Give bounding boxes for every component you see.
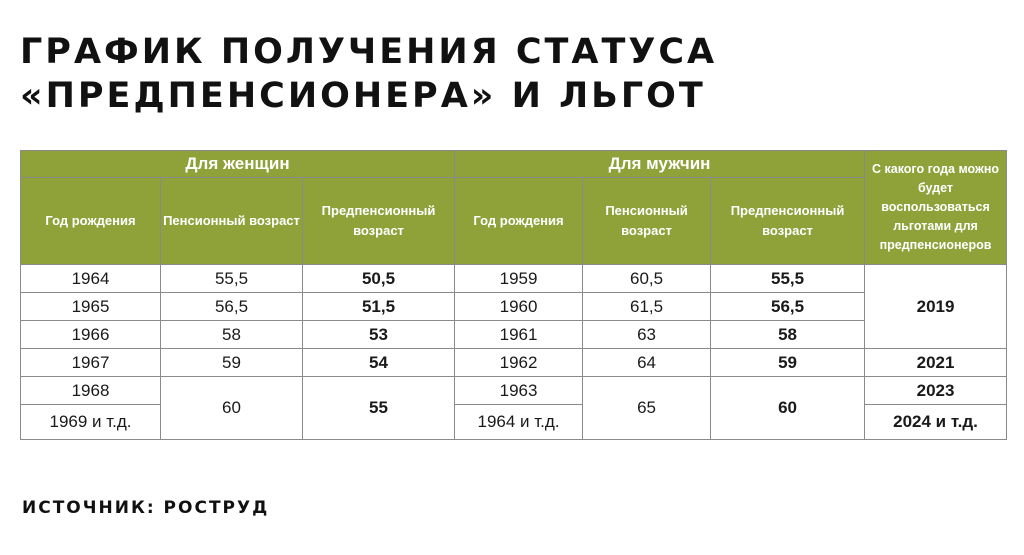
men-pension-age: 63 [583, 321, 711, 349]
women-pension-age: 58 [161, 321, 303, 349]
women-prepension-age: 54 [303, 349, 455, 377]
men-prepension-age-header: Предпенсионный возраст [711, 178, 865, 265]
women-pension-age: 59 [161, 349, 303, 377]
source-caption: ИСТОЧНИК: РОСТРУД [22, 498, 270, 518]
women-prepension-age: 50,5 [303, 265, 455, 293]
group-header-row [21, 151, 1007, 178]
women-pension-age: 60 [161, 377, 303, 440]
women-prepension-age: 55 [303, 377, 455, 440]
men-birth-year: 1964 и т.д. [455, 405, 583, 440]
women-pension-age-header: Пенсионный возраст [161, 178, 303, 265]
table-row [21, 377, 1007, 405]
men-birth-year-header: Год рождения [455, 178, 583, 265]
pension-schedule-table [20, 150, 1007, 440]
men-pension-age: 60,5 [583, 265, 711, 293]
men-birth-year: 1961 [455, 321, 583, 349]
women-pension-age: 56,5 [161, 293, 303, 321]
table-row [21, 321, 1007, 349]
men-birth-year: 1959 [455, 265, 583, 293]
men-header: Для мужчин [455, 151, 865, 178]
women-birth-year: 1968 [21, 377, 161, 405]
table-row [21, 265, 1007, 293]
benefits-since-year: 2021 [865, 349, 1007, 377]
men-birth-year: 1960 [455, 293, 583, 321]
page-title [20, 30, 717, 118]
men-prepension-age: 56,5 [711, 293, 865, 321]
women-birth-year: 1967 [21, 349, 161, 377]
men-birth-year: 1963 [455, 377, 583, 405]
men-prepension-age: 59 [711, 349, 865, 377]
women-birth-year: 1965 [21, 293, 161, 321]
benefits-since-year: 2024 и т.д. [865, 405, 1007, 440]
column-header-row [21, 178, 1007, 265]
men-pension-age-header: Пенсионный возраст [583, 178, 711, 265]
men-pension-age: 65 [583, 377, 711, 440]
men-pension-age: 64 [583, 349, 711, 377]
title-line-1: ГРАФИК ПОЛУЧЕНИЯ СТАТУСА [20, 32, 718, 72]
women-prepension-age-header: Предпенсионный возраст [303, 178, 455, 265]
women-birth-year: 1964 [21, 265, 161, 293]
benefits-since-header: С какого года можно будет воспользоваться льготами для предпенсионеров [865, 151, 1007, 265]
women-pension-age: 55,5 [161, 265, 303, 293]
women-birth-year: 1966 [21, 321, 161, 349]
women-birth-year-header: Год рождения [21, 178, 161, 265]
benefits-since-year: 2019 [865, 265, 1007, 349]
men-prepension-age: 58 [711, 321, 865, 349]
men-birth-year: 1962 [455, 349, 583, 377]
women-prepension-age: 53 [303, 321, 455, 349]
women-header: Для женщин [21, 151, 455, 178]
women-birth-year: 1969 и т.д. [21, 405, 161, 440]
table-row [21, 293, 1007, 321]
table-row [21, 349, 1007, 377]
men-prepension-age: 60 [711, 377, 865, 440]
title-line-2: «ПРЕДПЕНСИОНЕРА» И ЛЬГОТ [20, 76, 706, 116]
men-prepension-age: 55,5 [711, 265, 865, 293]
men-pension-age: 61,5 [583, 293, 711, 321]
women-prepension-age: 51,5 [303, 293, 455, 321]
benefits-since-year: 2023 [865, 377, 1007, 405]
